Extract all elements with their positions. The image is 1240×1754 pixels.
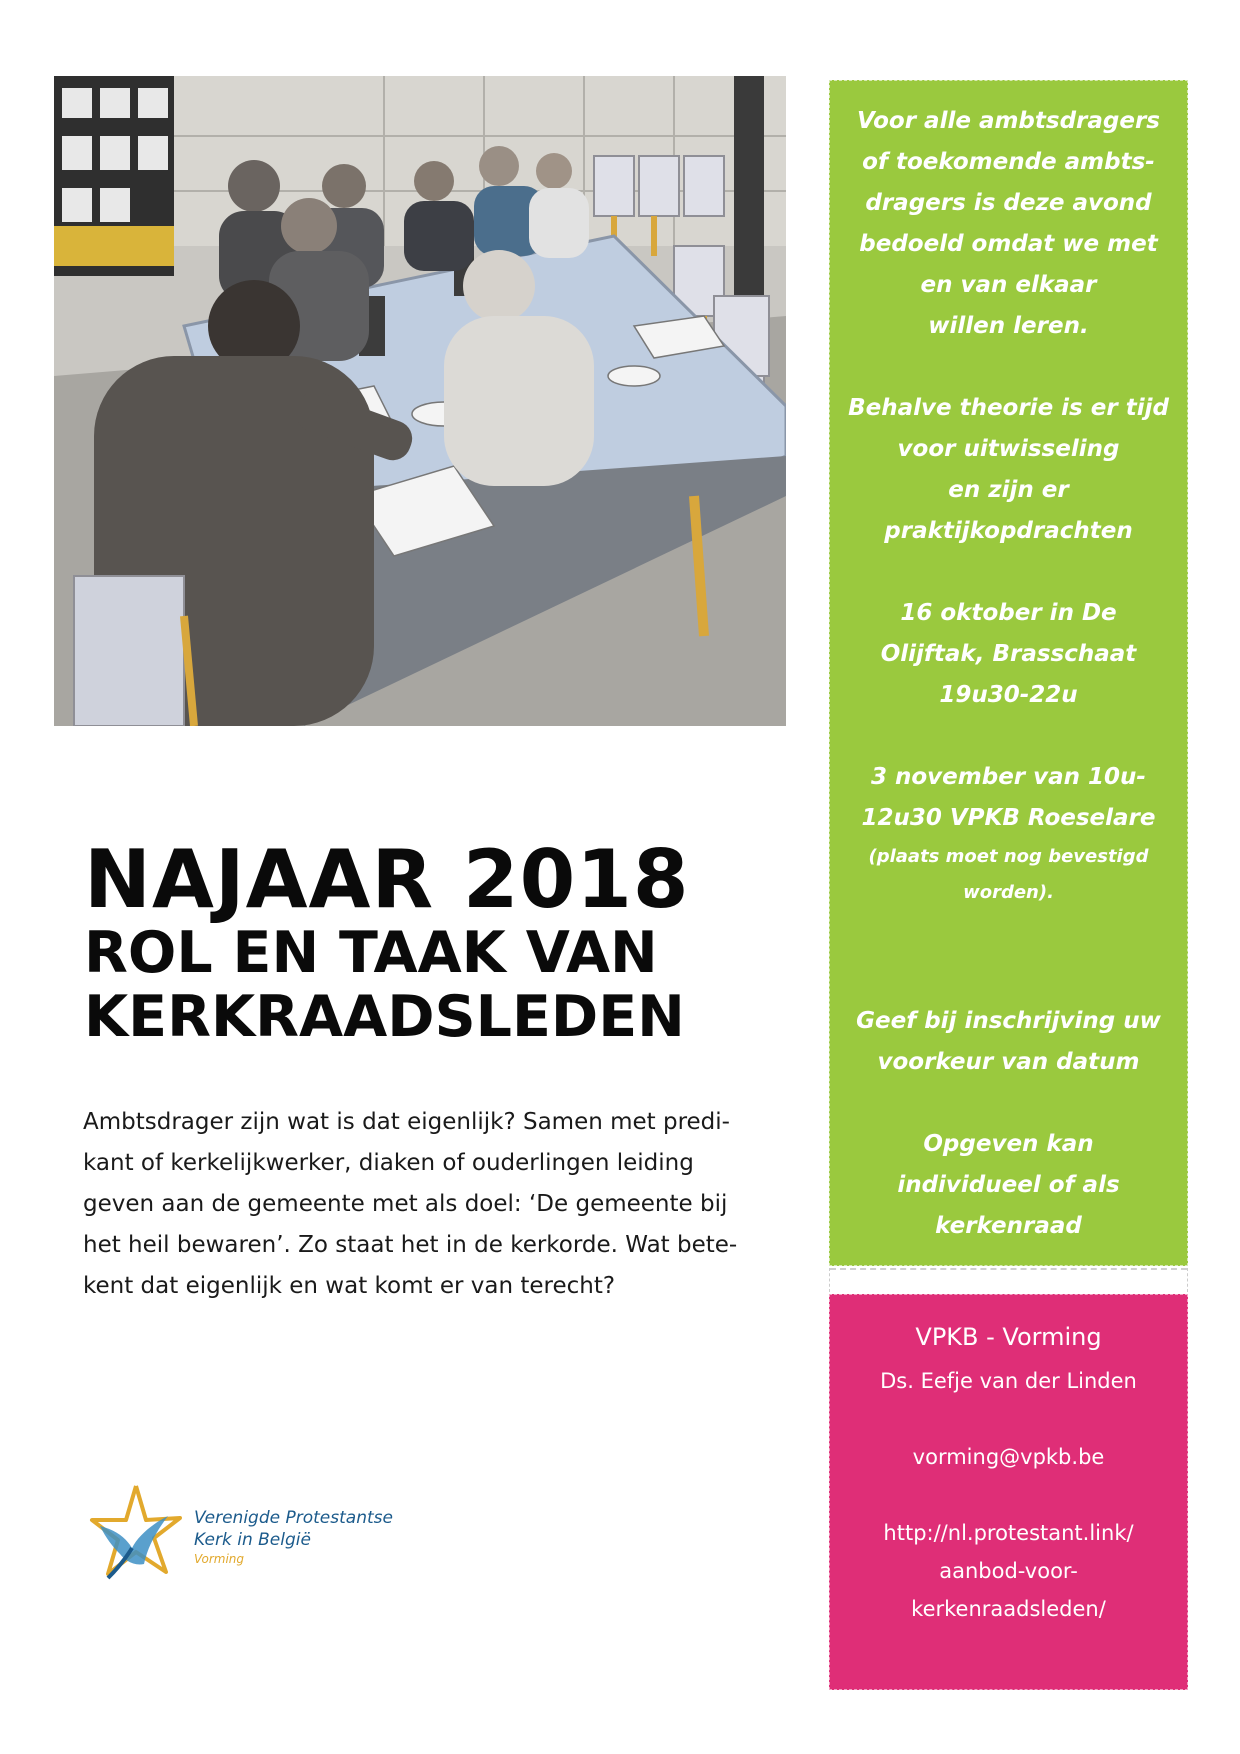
- audience-line: of toekomende ambts-: [862, 149, 1155, 175]
- logo-line-3: Vorming: [194, 1552, 245, 1566]
- date1-line: 19u30-22u: [939, 682, 1078, 708]
- panel-divider: [829, 1268, 1188, 1292]
- preference-line: voorkeur van datum: [877, 1049, 1140, 1075]
- date1-line: 16 oktober in De: [900, 600, 1117, 626]
- format-line: Behalve theorie is er tijd: [848, 395, 1169, 421]
- contact-url[interactable]: [830, 1521, 1187, 1545]
- logo-line-2: Kerk in België: [194, 1530, 311, 1550]
- audience-line: en van elkaar: [920, 272, 1097, 298]
- date2-note: worden).: [963, 882, 1054, 903]
- date2-line: 12u30 VPKB Roeselare: [861, 805, 1156, 831]
- intro-line: kant of kerkelijkwerker, diaken of ouderlingen leiding: [83, 1150, 694, 1176]
- url-link-line[interactable]: kerkenraadsleden/: [911, 1597, 1106, 1621]
- contact-person: Ds. Eefje van der Linden: [880, 1369, 1137, 1393]
- event-info-panel: [829, 80, 1188, 1266]
- event-title: [84, 833, 744, 1050]
- intro-line: geven aan de gemeente met als doel: ‘De gemeente bij: [83, 1191, 728, 1217]
- date2-line: 3 november van 10u-: [871, 764, 1146, 790]
- title-topic-line2: KERKRAADSLEDEN: [84, 983, 685, 1050]
- format-line: praktijkopdrachten: [884, 518, 1133, 544]
- dove-star-icon: [86, 1480, 186, 1590]
- url-link-line[interactable]: http://nl.protestant.link/: [883, 1521, 1134, 1545]
- preference-line: Geef bij inschrijving uw: [856, 1008, 1161, 1034]
- intro-line: Ambtsdrager zijn wat is dat eigenlijk? Samen met predi-: [83, 1109, 730, 1135]
- title-topic-line1: ROL EN TAAK VAN: [84, 920, 658, 986]
- title-season: NAJAAR 2018: [84, 833, 690, 926]
- intro-paragraph: [83, 1102, 753, 1307]
- format-block: [830, 388, 1187, 552]
- intro-line: het heil bewaren’. Zo staat het in de kerkorde. Wat bete-: [83, 1232, 738, 1258]
- logo-line-1: Verenigde Protestantse: [194, 1508, 393, 1528]
- vpkb-logo: [86, 1480, 416, 1590]
- preference-block: [830, 1001, 1187, 1083]
- contact-url-line3[interactable]: [830, 1597, 1187, 1621]
- date-brasschaat: [830, 593, 1187, 716]
- meeting-photo: [54, 76, 786, 726]
- signup-block: [830, 1124, 1187, 1247]
- signup-line: kerkenraad: [935, 1213, 1082, 1239]
- audience-line: willen leren.: [928, 313, 1089, 339]
- signup-line: Opgeven kan: [923, 1131, 1094, 1157]
- audience-line: Voor alle ambtsdragers: [856, 108, 1161, 134]
- contact-org: VPKB - Vorming: [915, 1323, 1102, 1351]
- signup-line: individueel of als: [897, 1172, 1120, 1198]
- email-link[interactable]: vorming@vpkb.be: [912, 1445, 1105, 1469]
- format-line: voor uitwisseling: [897, 436, 1120, 462]
- audience-line: bedoeld omdat we met: [859, 231, 1158, 257]
- contact-url-line2[interactable]: [830, 1559, 1187, 1583]
- audience-block: [830, 101, 1187, 347]
- contact-email[interactable]: [830, 1445, 1187, 1469]
- intro-line: kent dat eigenlijk en wat komt er van terecht?: [83, 1273, 616, 1299]
- format-line: en zijn er: [948, 477, 1069, 503]
- audience-line: dragers is deze avond: [865, 190, 1152, 216]
- meeting-photo-illustration: [54, 76, 786, 726]
- url-link-line[interactable]: aanbod-voor-: [939, 1559, 1078, 1583]
- date2-note: (plaats moet nog bevestigd: [868, 846, 1149, 867]
- contact-panel: [829, 1294, 1188, 1690]
- date-roeselare: [830, 757, 1187, 911]
- date1-line: Olijftak, Brasschaat: [880, 641, 1137, 667]
